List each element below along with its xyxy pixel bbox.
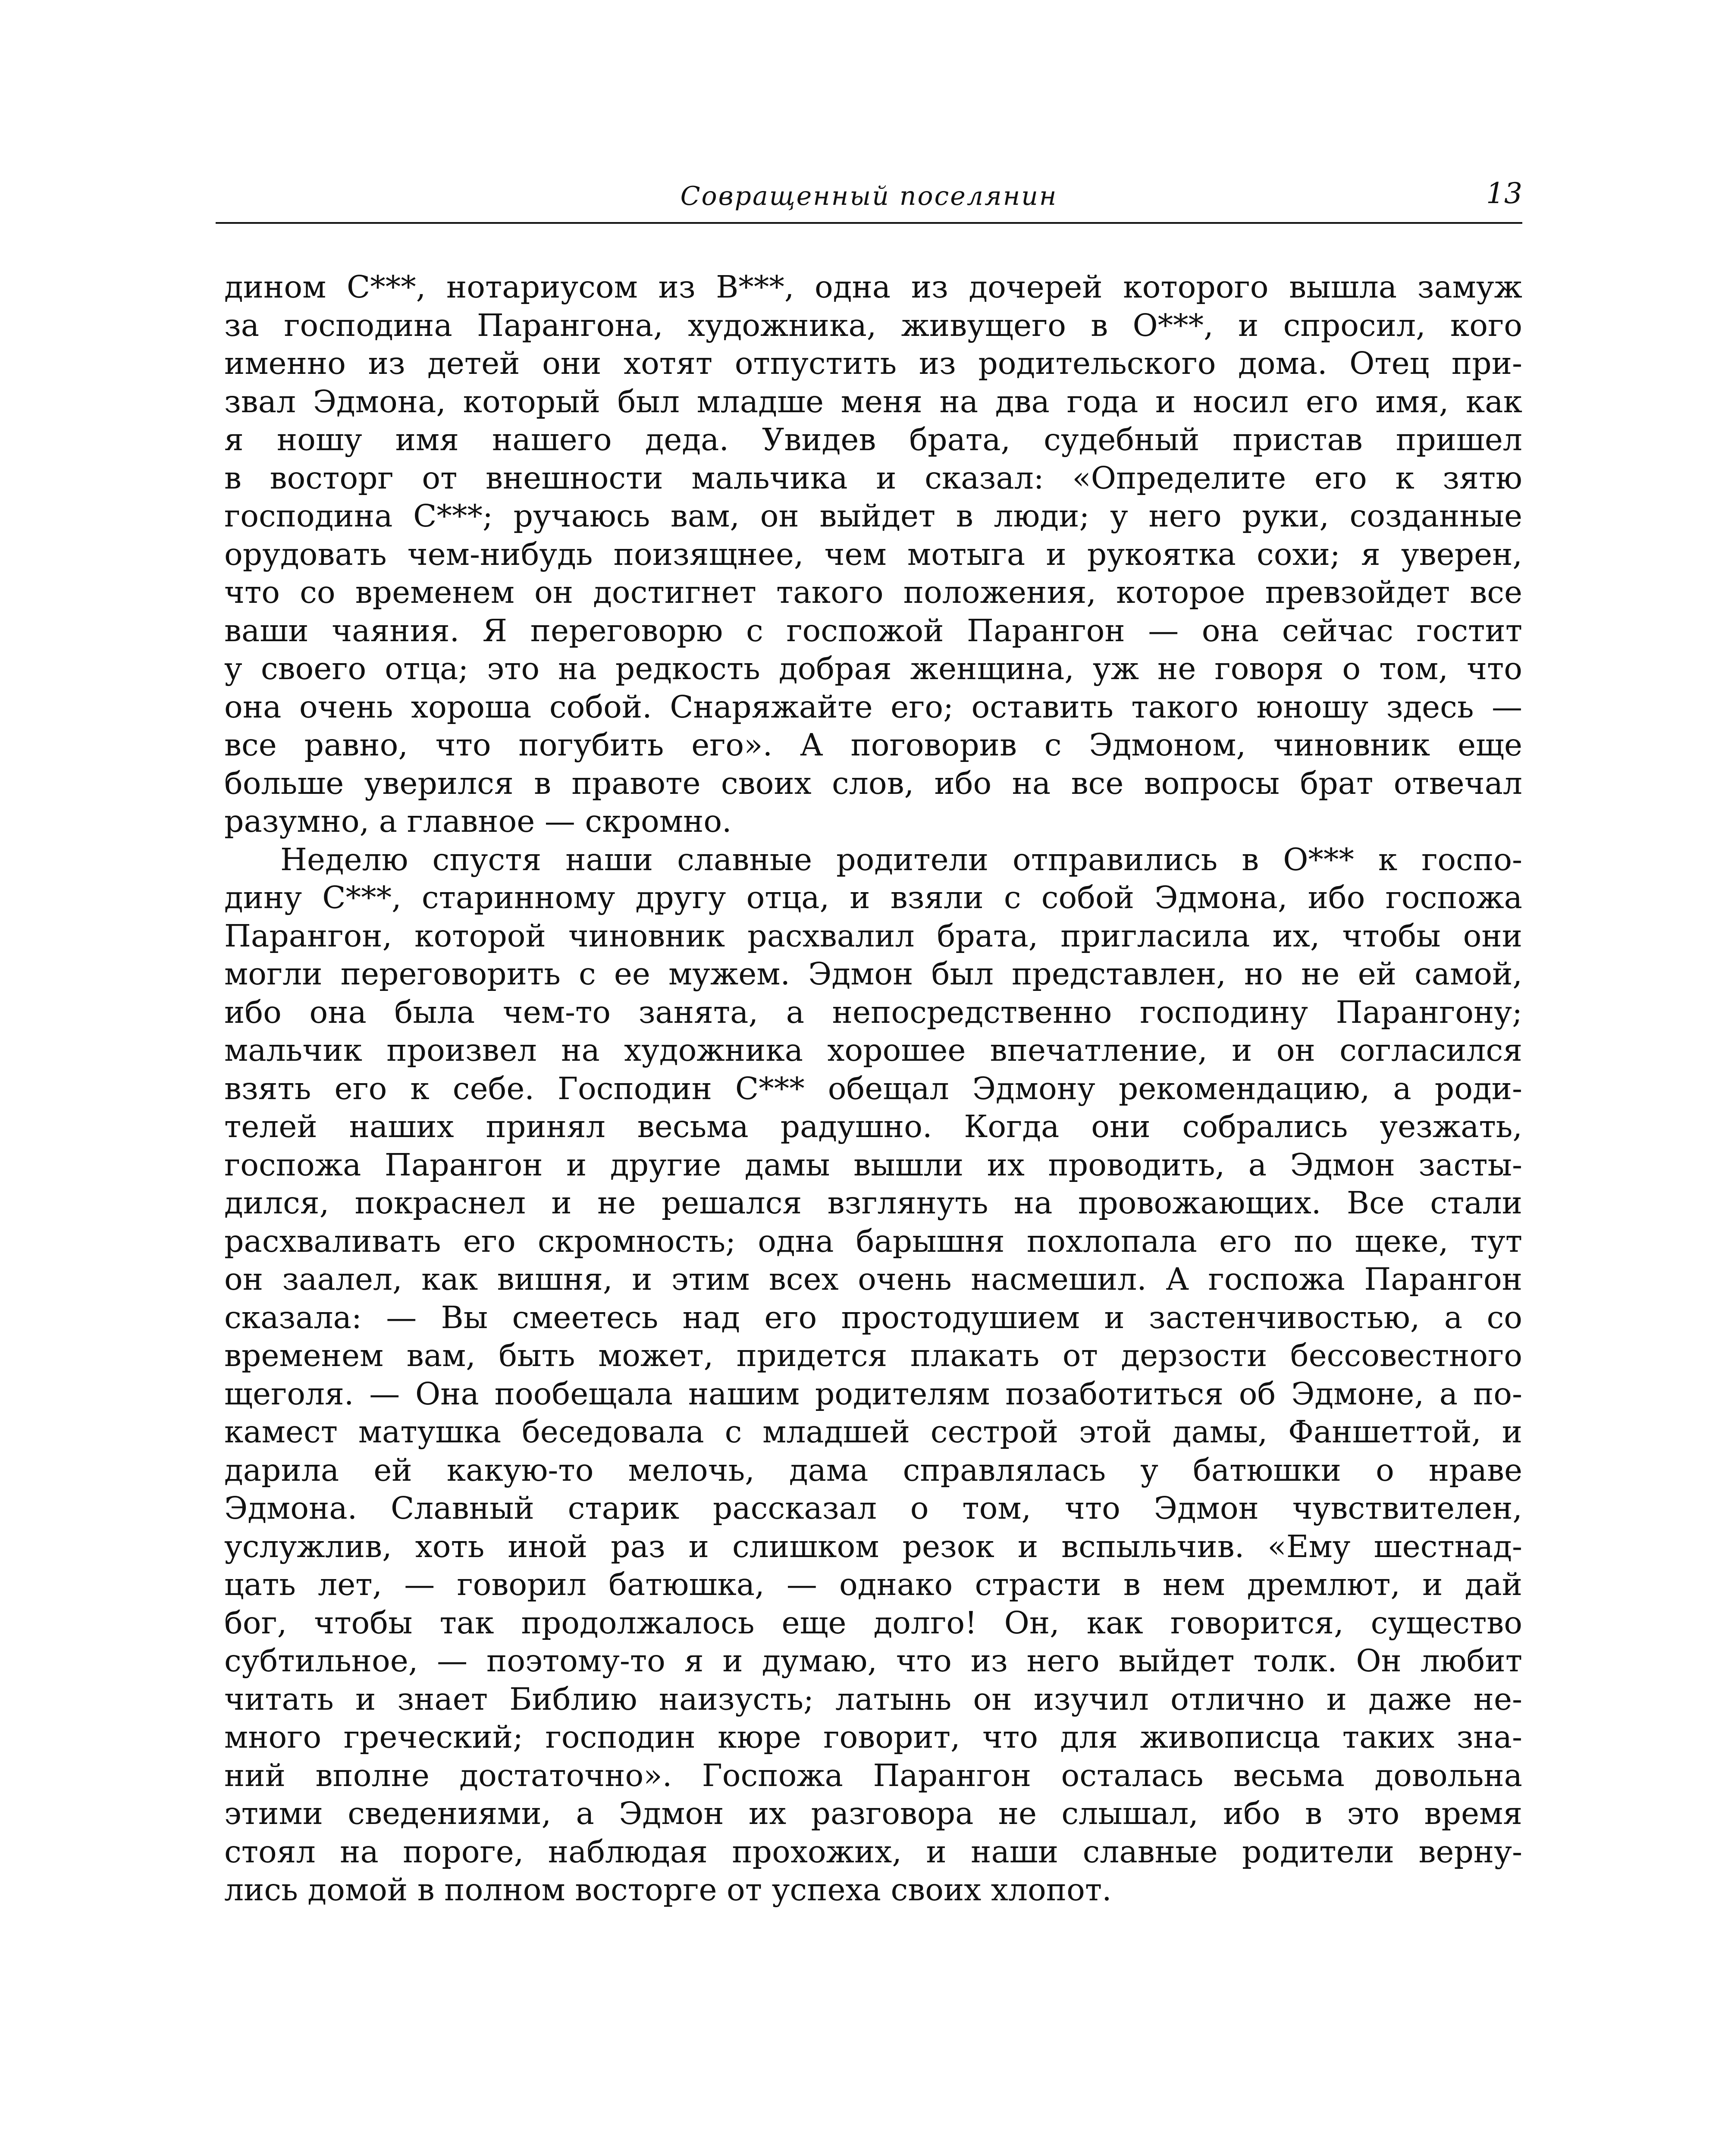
text-line: читать и знает Библию наизусть; латынь он изучил отлично и даже не- (224, 1681, 1522, 1717)
paragraph (224, 841, 1522, 1909)
text-line: много греческий; господин кюре говорит, что для живописца таких зна- (224, 1719, 1522, 1755)
text-line: дился, покраснел и не решался взглянуть на провожающих. Все стали (224, 1185, 1522, 1221)
page-number: 13 (1486, 177, 1522, 210)
paragraph (224, 268, 1522, 841)
text-line: он заалел, как вишня, и этим всех очень насмешил. А госпожа Парангон (224, 1261, 1522, 1297)
text-line: мальчик произвел на художника хорошее впечатление, и он согласился (224, 1032, 1522, 1068)
text-line: за господина Парангона, художника, живущего в О***, и спросил, кого (224, 307, 1522, 343)
text-line: цать лет, — говорил батюшка, — однако страсти в нем дремлют, и дай (224, 1567, 1522, 1602)
text-line: разумно, а главное — скромно. (224, 803, 732, 839)
text-line: я ношу имя нашего деда. Увидев брата, судебный пристав пришел (224, 422, 1522, 458)
text-line: у своего отца; это на редкость добрая женщина, уж не говоря о том, что (224, 651, 1522, 686)
text-line: камест матушка беседовала с младшей сестрой этой дамы, Фаншеттой, и (224, 1414, 1522, 1450)
body-text (224, 268, 1522, 1909)
text-line: она очень хороша собой. Снаряжайте его; оставить такого юношу здесь — (224, 689, 1522, 725)
text-line: могли переговорить с ее мужем. Эдмон был представлен, но не ей самой, (224, 956, 1522, 992)
text-line: что со временем он достигнет такого положения, которое превзойдет все (224, 574, 1522, 610)
text-line: расхваливать его скромность; одна барышня похлопала его по щеке, тут (224, 1223, 1522, 1259)
text-line: субтильное, — поэтому-то я и думаю, что из него выйдет толк. Он любит (224, 1643, 1522, 1679)
text-line: сказала: — Вы смеетесь над его простодушием и застенчивостью, а со (224, 1299, 1522, 1335)
text-line: дину С***, старинному другу отца, и взяли с собой Эдмона, ибо госпожа (224, 880, 1522, 915)
text-line: именно из детей они хотят отпустить из родительского дома. Отец при- (224, 345, 1522, 381)
text-line: Парангон, которой чиновник расхвалил брата, пригласила их, чтобы они (224, 918, 1522, 954)
text-line: ваши чаяния. Я переговорю с госпожой Парангон — она сейчас гостит (224, 612, 1522, 649)
text-line: дарила ей какую-то мелочь, дама справлялась у батюшки о нраве (224, 1452, 1522, 1488)
text-line: дином С***, нотариусом из В***, одна из дочерей которого вышла замуж (224, 269, 1522, 305)
running-head (216, 175, 1522, 224)
text-line: Эдмона. Славный старик рассказал о том, что Эдмон чувствителен, (224, 1490, 1522, 1526)
text-line: бог, чтобы так продолжалось еще долго! Он, как говорится, существо (224, 1604, 1522, 1641)
text-line: господина С***; ручаюсь вам, он выйдет в люди; у него руки, созданные (224, 498, 1522, 534)
text-line: стоял на пороге, наблюдая прохожих, и наши славные родители верну- (224, 1833, 1522, 1870)
text-line: взять его к себе. Господин С*** обещал Эдмону рекомендацию, а роди- (224, 1070, 1522, 1106)
text-line: телей наших принял весьма радушно. Когда они собрались уезжать, (224, 1109, 1522, 1144)
text-line: услужлив, хоть иной раз и слишком резок и вспыльчив. «Ему шестнад- (224, 1528, 1522, 1564)
text-line: ний вполне достаточно». Госпожа Парангон осталась весьма довольна (224, 1757, 1522, 1793)
text-line: временем вам, быть может, придется плакать от дерзости бессовестного (224, 1338, 1522, 1373)
text-line: орудовать чем-нибудь поизящнее, чем мотыга и рукоятка сохи; я уверен, (224, 536, 1522, 572)
text-line: все равно, что погубить его». А поговорив с Эдмоном, чиновник еще (224, 727, 1522, 763)
running-title: Совращенный поселянин (680, 181, 1058, 211)
text-line: ибо она была чем-то занята, а непосредственно господину Парангону; (224, 994, 1522, 1030)
text-line: Неделю спустя наши славные родители отправились в О*** к госпо- (280, 841, 1522, 877)
text-line: госпожа Парангон и другие дамы вышли их проводить, а Эдмон засты- (224, 1147, 1522, 1183)
text-line: больше уверился в правоте своих слов, ибо на все вопросы брат отвечал (224, 765, 1522, 801)
text-line: в восторг от внешности мальчика и сказал: «Определите его к зятю (224, 460, 1522, 496)
text-line: этими сведениями, а Эдмон их разговора не слышал, ибо в это время (224, 1796, 1522, 1831)
text-line: звал Эдмона, который был младше меня на два года и носил его имя, как (224, 383, 1522, 420)
text-line: щеголя. — Она пообещала нашим родителям позаботиться об Эдмоне, а по- (224, 1376, 1522, 1412)
text-line: лись домой в полном восторге от успеха своих хлопот. (224, 1872, 1112, 1908)
